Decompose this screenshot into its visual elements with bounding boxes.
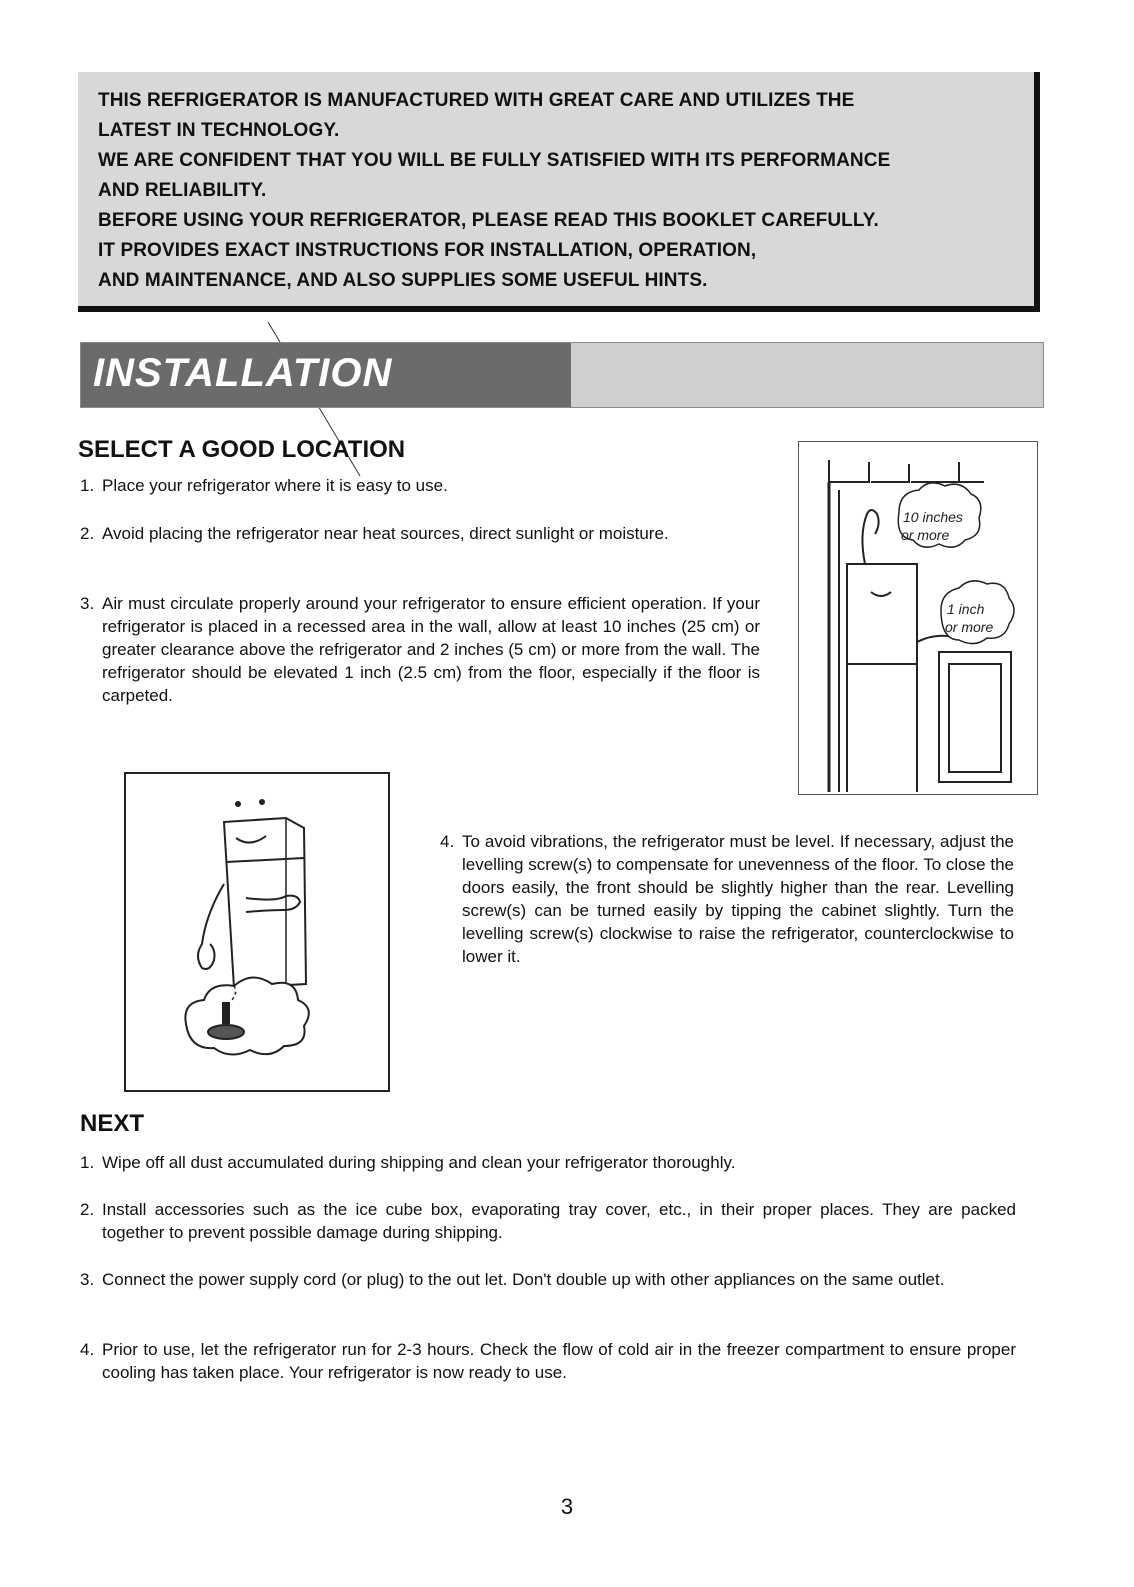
list-item <box>80 1198 1016 1244</box>
list-item-text: To avoid vibrations, the refrigerator must be level. If necessary, adjust the levelling screw(s) to compensate for unevenness of the floor. To close the doors easily, the front should be slightly higher than the rear. Levelling screw(s) can be turned easily by tipping the cabinet slightly. Turn the levelling screw(s) clockwise to raise the refrigerator, counterclockwise to lower it. <box>462 832 1014 966</box>
next-heading: NEXT <box>80 1110 145 1137</box>
intro-line: AND RELIABILITY. <box>98 180 267 201</box>
list-item-text: Prior to use, let the refrigerator run for 2-3 hours. Check the flow of cold air in the freezer compartment to ensure proper cooling has taken place. Your refrigerator is now ready to use. <box>102 1340 1016 1382</box>
list-item-text: Place your refrigerator where it is easy to use. <box>102 476 448 495</box>
list-item-number: 4. <box>440 832 455 851</box>
select-location-heading: SELECT A GOOD LOCATION <box>78 436 406 463</box>
callout-side-line2: or more <box>945 619 994 635</box>
list-item-number: 1. <box>80 476 95 495</box>
list-item-number: 2. <box>80 1200 95 1219</box>
intro-line: BEFORE USING YOUR REFRIGERATOR, PLEASE READ THIS BOOKLET CAREFULLY. <box>98 210 879 231</box>
list-item <box>80 1268 1016 1291</box>
list-item-text: Avoid placing the refrigerator near heat sources, direct sunlight or moisture. <box>102 524 669 543</box>
list-item-number: 2. <box>80 524 95 543</box>
intro-line: WE ARE CONFIDENT THAT YOU WILL BE FULLY SATISFIED WITH ITS PERFORMANCE <box>98 150 891 171</box>
clearance-illustration <box>798 441 1038 795</box>
list-item <box>80 1338 1016 1384</box>
levelling-illustration-drawing <box>126 774 388 1090</box>
decorative-diagonal-line <box>0 0 1134 500</box>
page-number: 3 <box>560 1494 574 1519</box>
intro-line: AND MAINTENANCE, AND ALSO SUPPLIES SOME USEFUL HINTS. <box>98 270 708 291</box>
intro-line: THIS REFRIGERATOR IS MANUFACTURED WITH GREAT CARE AND UTILIZES THE <box>98 90 855 111</box>
callout-top-line1: 10 inches <box>903 509 963 525</box>
list-item-text: Install accessories such as the ice cube box, evaporating tray cover, etc., in their proper places. They are packed together to prevent possible damage during shipping. <box>102 1200 1016 1242</box>
list-item <box>80 522 760 545</box>
list-item-number: 4. <box>80 1340 95 1359</box>
list-item-number: 3. <box>80 594 95 613</box>
list-item <box>440 830 1014 968</box>
callout-top-line2: or more <box>901 527 950 543</box>
clearance-illustration-drawing <box>799 442 1037 794</box>
banner-title: INSTALLATION <box>93 351 393 395</box>
list-item-text: Connect the power supply cord (or plug) to the out let. Don't double up with other appliances on the same outlet. <box>102 1270 945 1289</box>
list-item <box>80 1151 1016 1174</box>
list-item-text: Wipe off all dust accumulated during shipping and clean your refrigerator thoroughly. <box>102 1153 736 1172</box>
list-item <box>80 592 760 707</box>
list-item-number: 1. <box>80 1153 95 1172</box>
intro-line: IT PROVIDES EXACT INSTRUCTIONS FOR INSTALLATION, OPERATION, <box>98 240 757 261</box>
callout-side-line1: 1 inch <box>947 601 985 617</box>
list-item-number: 3. <box>80 1270 95 1289</box>
levelling-illustration <box>124 772 390 1092</box>
installation-banner <box>80 342 1044 408</box>
list-item-text: Air must circulate properly around your refrigerator to ensure efficient operation. If your refrigerator is placed in a recessed area in the wall, allow at least 10 inches (25 cm) or greater clearance above the refrigerator and 2 inches (5 cm) or more from the wall. The refrigerator should be elevated 1 inch (2.5 cm) from the floor, especially if the floor is carpeted. <box>102 594 760 705</box>
intro-line: LATEST IN TECHNOLOGY. <box>98 120 340 141</box>
list-item <box>80 474 760 497</box>
